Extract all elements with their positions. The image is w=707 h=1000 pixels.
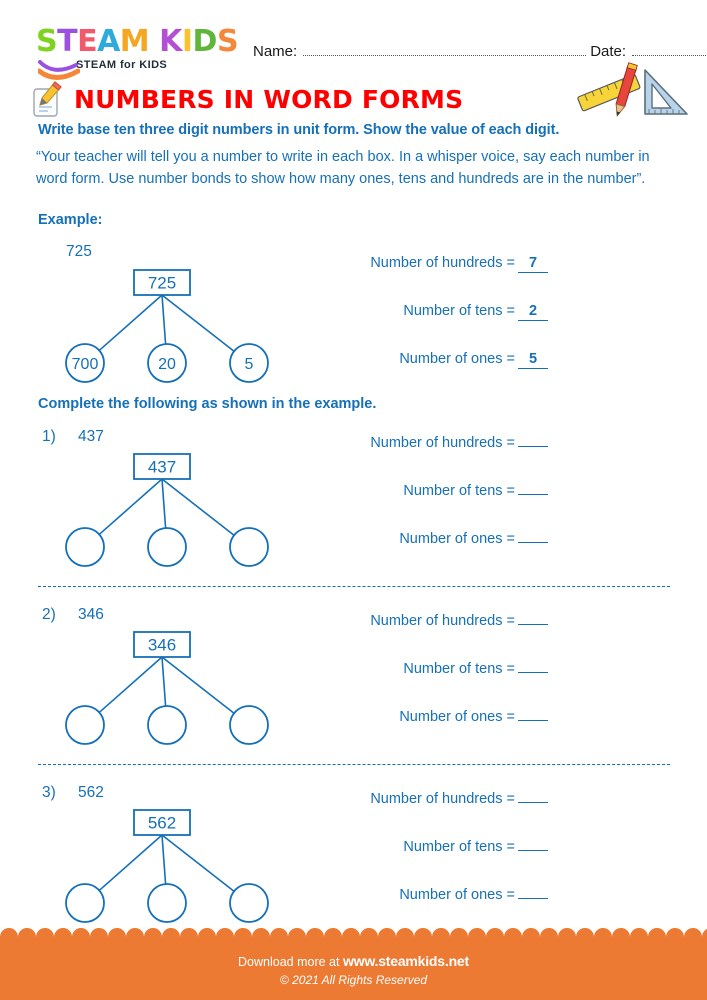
logo-letter-1: T <box>57 24 78 59</box>
date-input-line[interactable] <box>632 54 707 56</box>
answer-ones-value[interactable] <box>518 897 548 899</box>
answers-column <box>318 791 548 935</box>
complete-instruction-label: Complete the following as shown in the example. <box>38 396 377 412</box>
problem-2-number: 346 <box>78 606 104 623</box>
answer-ones-label: Number of ones = <box>399 887 515 903</box>
answer-tens-value[interactable] <box>518 849 548 851</box>
answer-hundreds-label: Number of hundreds = <box>370 435 515 451</box>
page-footer <box>0 937 707 1000</box>
name-date-row <box>253 36 683 60</box>
bond-connector-1 <box>162 479 166 528</box>
footer-copyright: © 2021 All Rights Reserved <box>279 973 428 987</box>
logo-letter-5 <box>149 26 159 58</box>
example-block-number: 725 <box>66 243 92 260</box>
bond-leaf-circle-1[interactable] <box>148 528 186 566</box>
answer-tens-label: Number of tens = <box>403 661 515 677</box>
bond-connector-2 <box>162 479 234 535</box>
answer-tens-row <box>318 483 548 531</box>
logo-letter-8: D <box>192 24 217 59</box>
answer-ones-value[interactable]: 5 <box>518 351 548 369</box>
problem-1-number: 437 <box>78 428 104 445</box>
problem-3-bond <box>40 808 310 928</box>
separator-1 <box>38 586 670 587</box>
bond-leaf-value-1: 20 <box>158 356 176 373</box>
answer-hundreds-value[interactable] <box>518 623 548 625</box>
notepad-pencil-icon <box>30 80 64 118</box>
answer-tens-row <box>318 839 548 887</box>
bond-connector-0 <box>99 835 162 890</box>
bond-leaf-circle-1[interactable] <box>148 706 186 744</box>
bond-leaf-circle-0[interactable] <box>66 884 104 922</box>
name-input-line[interactable] <box>303 54 586 56</box>
bond-leaf-circle-2[interactable] <box>230 884 268 922</box>
example-block-bond-diagram <box>40 268 310 388</box>
problem-2-index: 2) <box>42 606 56 623</box>
problem-2-bond <box>40 630 310 750</box>
answer-hundreds-label: Number of hundreds = <box>370 613 515 629</box>
answer-tens-label: Number of tens = <box>403 303 515 319</box>
answer-hundreds-row <box>318 435 548 483</box>
bond-parent-value: 346 <box>147 635 177 655</box>
answers-column <box>318 435 548 579</box>
footer-download-line <box>0 953 707 969</box>
page-title-row <box>30 80 463 118</box>
page-title: NUMBERS IN WORD FORMS <box>74 84 464 114</box>
problem-1-index: 1) <box>42 428 56 445</box>
problem-2-bond-diagram <box>40 630 310 750</box>
bond-parent-value: 562 <box>147 813 177 833</box>
answer-tens-value[interactable]: 2 <box>518 303 548 321</box>
bond-leaf-circle-2[interactable] <box>230 706 268 744</box>
logo-letter-2: E <box>77 24 98 59</box>
answer-ones-row <box>318 709 548 757</box>
answer-tens-value[interactable] <box>518 671 548 673</box>
footer-site-link[interactable]: www.steamkids.net <box>342 953 469 969</box>
bond-leaf-circle-0[interactable] <box>66 528 104 566</box>
answer-hundreds-value[interactable]: 7 <box>518 255 548 273</box>
answer-hundreds-value[interactable] <box>518 801 548 803</box>
logo-letter-7: I <box>181 24 193 59</box>
answer-ones-value[interactable] <box>518 541 548 543</box>
bond-leaf-value-2: 5 <box>244 356 254 373</box>
answer-ones-label: Number of ones = <box>399 709 515 725</box>
logo-letter-4: M <box>119 24 150 59</box>
bond-connector-1 <box>162 835 166 884</box>
date-label: Date: <box>590 43 627 60</box>
answer-ones-row <box>318 351 548 399</box>
logo-tagline: STEAM for KIDS <box>76 59 168 71</box>
answers-column <box>318 613 548 757</box>
brand-logo <box>36 26 251 88</box>
separator-2 <box>38 764 670 765</box>
bond-leaf-circle-2[interactable] <box>230 528 268 566</box>
example-label: Example: <box>38 212 103 228</box>
answer-tens-value[interactable] <box>518 493 548 495</box>
bond-leaf-circle-1[interactable] <box>148 884 186 922</box>
ruler-pencil-triangle-icon <box>573 62 693 124</box>
logo-letter-0: S <box>36 24 58 59</box>
answer-ones-label: Number of ones = <box>399 531 515 547</box>
problem-3-bond-diagram <box>40 808 310 928</box>
answers-column <box>318 255 548 399</box>
bond-connector-2 <box>162 295 234 351</box>
bond-leaf-circle-0[interactable] <box>66 706 104 744</box>
name-label: Name: <box>253 43 298 60</box>
example-block-bond <box>40 268 310 388</box>
bond-connector-2 <box>162 657 234 713</box>
answer-ones-row <box>318 531 548 579</box>
problem-3-number: 562 <box>78 784 104 801</box>
answer-hundreds-row <box>318 613 548 661</box>
answer-hundreds-row <box>318 255 548 303</box>
answer-hundreds-label: Number of hundreds = <box>370 791 515 807</box>
bond-parent-value: 725 <box>147 273 177 293</box>
bond-connector-2 <box>162 835 234 891</box>
bond-connector-0 <box>99 657 162 712</box>
answer-tens-label: Number of tens = <box>403 483 515 499</box>
answer-ones-value[interactable] <box>518 719 548 721</box>
answer-hundreds-value[interactable] <box>518 445 548 447</box>
logo-wordmark <box>36 26 251 58</box>
answer-tens-label: Number of tens = <box>403 839 515 855</box>
bond-connector-0 <box>99 295 162 350</box>
instruction-bold: Write base ten three digit numbers in unit form. Show the value of each digit. <box>38 122 560 138</box>
scallop-edge <box>0 928 707 948</box>
bond-parent-value: 437 <box>147 457 177 477</box>
bond-leaf-value-0: 700 <box>71 356 99 373</box>
answer-tens-row <box>318 303 548 351</box>
answer-hundreds-row <box>318 791 548 839</box>
problem-3-index: 3) <box>42 784 56 801</box>
answer-ones-label: Number of ones = <box>399 351 515 367</box>
answer-hundreds-label: Number of hundreds = <box>370 255 515 271</box>
problem-1-bond-diagram <box>40 452 310 572</box>
logo-letter-6: K <box>159 24 182 59</box>
answer-tens-row <box>318 661 548 709</box>
logo-letter-9: S <box>216 24 239 59</box>
instruction-quote: “Your teacher will tell you a number to write in each box. In a whisper voice, say each number in word form. Use number bonds to show how many ones, tens and hundreds are in the number”. <box>36 149 650 187</box>
problem-1-bond <box>40 452 310 572</box>
bond-connector-1 <box>162 657 166 706</box>
logo-letter-3: A <box>97 24 120 59</box>
bond-connector-0 <box>99 479 162 534</box>
bond-connector-1 <box>162 295 166 344</box>
logo-swoosh-icon <box>38 56 80 82</box>
footer-download-prefix: Download more at <box>238 955 340 969</box>
